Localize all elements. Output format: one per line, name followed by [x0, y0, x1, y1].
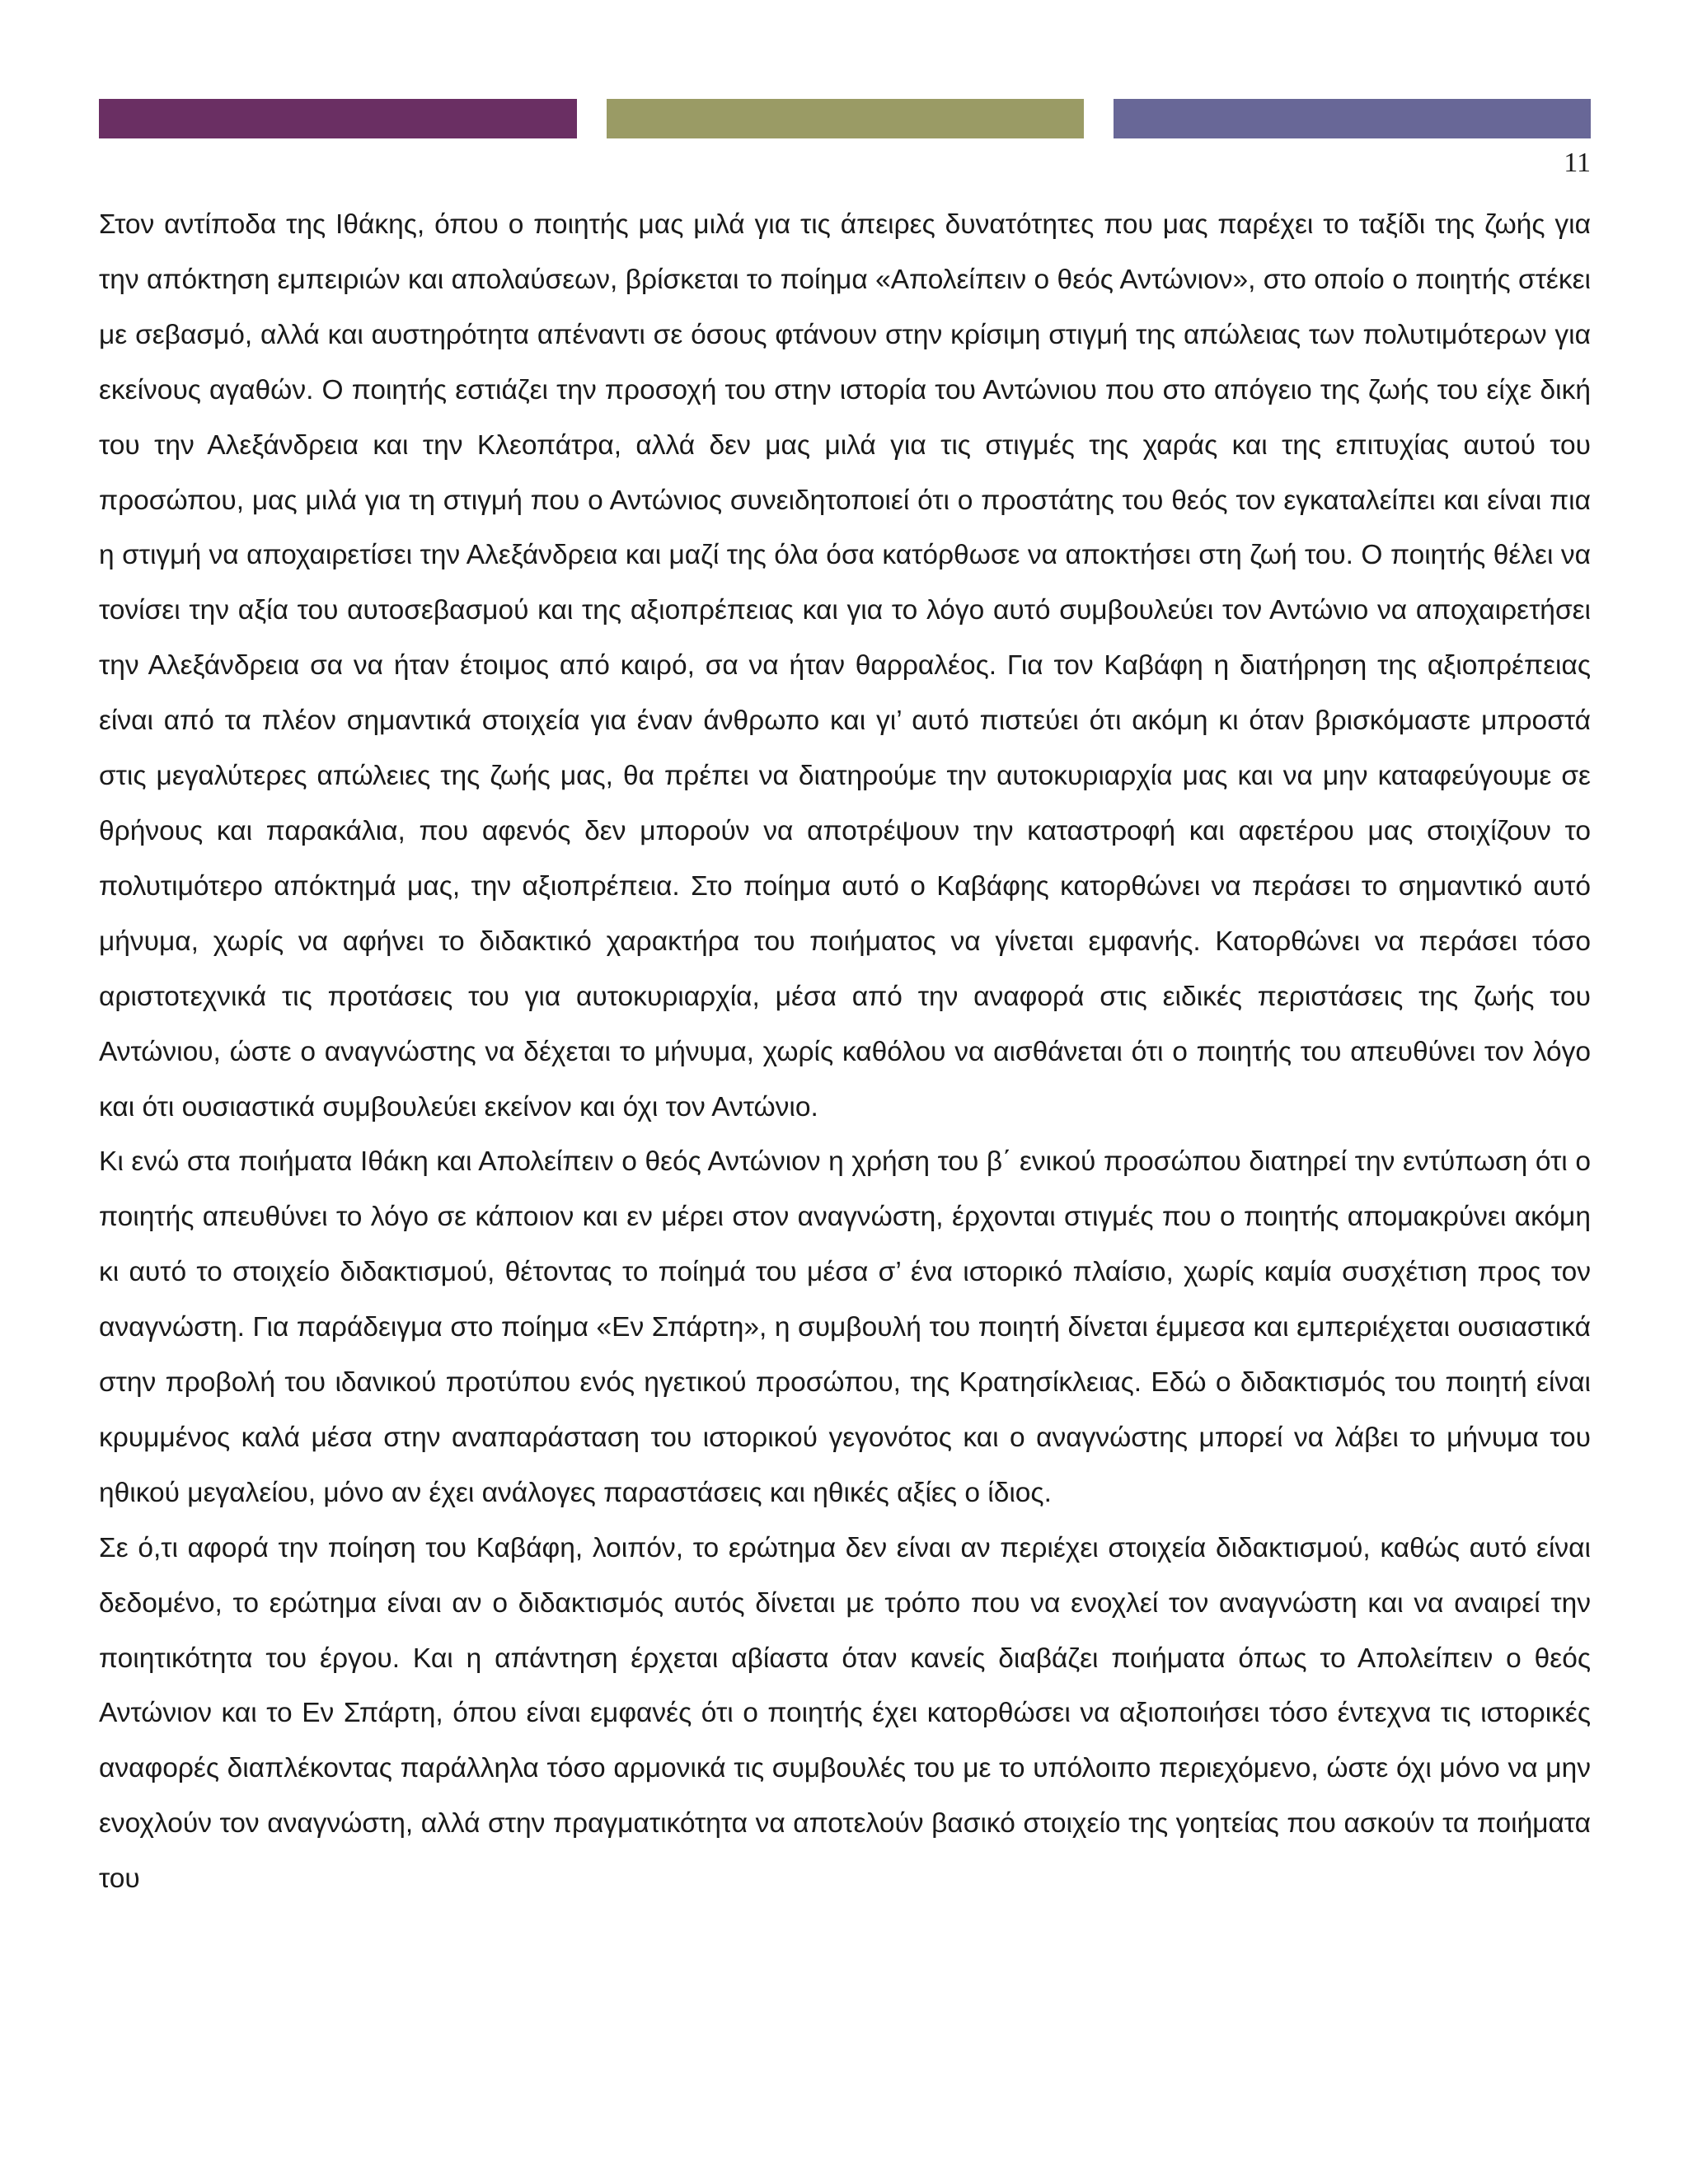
header-decoration: [99, 99, 1591, 138]
header-bar-purple: [99, 99, 577, 138]
paragraph: Κι ενώ στα ποιήματα Ιθάκη και Απολείπειν ο θεός Αντώνιον η χρήση του β΄ ενικού προσώπου διατηρεί την εντύπωση ότι ο ποιητής απευθύνει το λόγο σε κάποιον και εν μέρει στον αναγνώστη, έρχονται στιγμές που ο ποιητής απομακρύνει ακόμη κι αυτό το στοιχείο διδακτισμού, θέτοντας το ποίημά του μέσα σ’ ένα ιστορικό πλαίσιο, χωρίς καμία συσχέτιση προς τον αναγνώστη. Για παράδειγμα στο ποίημα «Εν Σπάρτη», η συμβουλή του ποιητή δίνεται έμμεσα και εμπεριέχεται ουσιαστικά στην προβολή του ιδανικού προτύπου ενός ηγετικού προσώπου, της Κρατησίκλειας. Εδώ ο διδακτισμός του ποιητή είναι κρυμμένος καλά μέσα στην αναπαράσταση του ιστορικού γεγονότος και ο αναγνώστης μπορεί να λάβει το μήνυμα του ηθικού μεγαλείου, μόνο αν έχει ανάλογες παραστάσεις και ηθικές αξίες ο ίδιος.: [99, 1146, 1591, 1508]
paragraph: Στον αντίποδα της Ιθάκης, όπου ο ποιητής μας μιλά για τις άπειρες δυνατότητες που μας παρέχει το ταξίδι της ζωής για την απόκτηση εμπειριών και απολαύσεων, βρίσκεται το ποίημα «Απολείπειν ο θεός Αντώνιον», στο οποίο ο ποιητής στέκει με σεβασμό, αλλά και αυστηρότητα απέναντι σε όσους φτάνουν στην κρίσιμη στιγμή της απώλειας των πολυτιμότερων για εκείνους αγαθών. Ο ποιητής εστιάζει την προσοχή του στην ιστορία του Αντώνιου που στο απόγειο της ζωής του είχε δική του την Αλεξάνδρεια και την Κλεοπάτρα, αλλά δεν μας μιλά για τις στιγμές της χαράς και της επιτυχίας αυτού του προσώπου, μας μιλά για τη στιγμή που ο Αντώνιος συνειδητοποιεί ότι ο προστάτης του θεός τον εγκαταλείπει και είναι πια η στιγμή να αποχαιρετίσει την Αλεξάνδρεια και μαζί της όλα όσα κατόρθωσε να αποκτήσει στη ζωή του. Ο ποιητής θέλει να τονίσει την αξία του αυτοσεβασμού και της αξιοπρέπειας και για το λόγο αυτό συμβουλεύει τον Αντώνιο να αποχαιρετήσει την Αλεξάνδρεια σα να ήταν έτοιμος από καιρό, σα να ήταν θαρραλέος. Για τον Καβάφη η διατήρηση της αξιοπρέπειας είναι από τα πλέον σημαντικά στοιχεία για έναν άνθρωπο και γι’ αυτό πιστεύει ότι ακόμη κι όταν βρισκόμαστε μπροστά στις μεγαλύτερες απώλειες της ζωής μας, θα πρέπει να διατηρούμε την αυτοκυριαρχία μας και να μην καταφεύγουμε σε θρήνους και παρακάλια, που αφενός δεν μπορούν να αποτρέψουν την καταστροφή και αφετέρου μας στοιχίζουν το πολυτιμότερο απόκτημά μας, την αξιοπρέπεια. Στο ποίημα αυτό ο Καβάφης κατορθώνει να περάσει το σημαντικό αυτό μήνυμα, χωρίς να αφήνει το διδακτικό χαρακτήρα του ποιήματος να γίνεται εμφανής. Κατορθώνει να περάσει τόσο αριστοτεχνικά τις προτάσεις του για αυτοκυριαρχία, μέσα από την αναφορά στις ειδικές περιστάσεις της ζωής του Αντώνιου, ώστε ο αναγνώστης να δέχεται το μήνυμα, χωρίς καθόλου να αισθάνεται ότι ο ποιητής του απευθύνει τον λόγο και ότι ουσιαστικά συμβουλεύει εκείνον και όχι τον Αντώνιο.: [99, 209, 1591, 1122]
document-body: [99, 198, 1591, 1907]
header-bar-olive: [607, 99, 1084, 138]
page-number: 11: [1564, 148, 1591, 178]
header-bar-blue: [1114, 99, 1591, 138]
paragraph: Σε ό,τι αφορά την ποίηση του Καβάφη, λοιπόν, το ερώτημα δεν είναι αν περιέχει στοιχεία διδακτισμού, καθώς αυτό είναι δεδομένο, το ερώτημα είναι αν ο διδακτισμός αυτός δίνεται με τρόπο που να ενοχλεί τον αναγνώστη και να αναιρεί την ποιητικότητα του έργου. Και η απάντηση έρχεται αβίαστα όταν κανείς διαβάζει ποιήματα όπως το Απολείπειν ο θεός Αντώνιον και το Εν Σπάρτη, όπου είναι εμφανές ότι ο ποιητής έχει κατορθώσει να αξιοποιήσει τόσο έντεχνα τις ιστορικές αναφορές διαπλέκοντας παράλληλα τόσο αρμονικά τις συμβουλές του με το υπόλοιπο περιεχόμενο, ώστε όχι μόνο να μην ενοχλούν τον αναγνώστη, αλλά στην πραγματικότητα να αποτελούν βασικό στοιχείο της γοητείας που ασκούν τα ποιήματα του: [99, 1532, 1591, 1895]
